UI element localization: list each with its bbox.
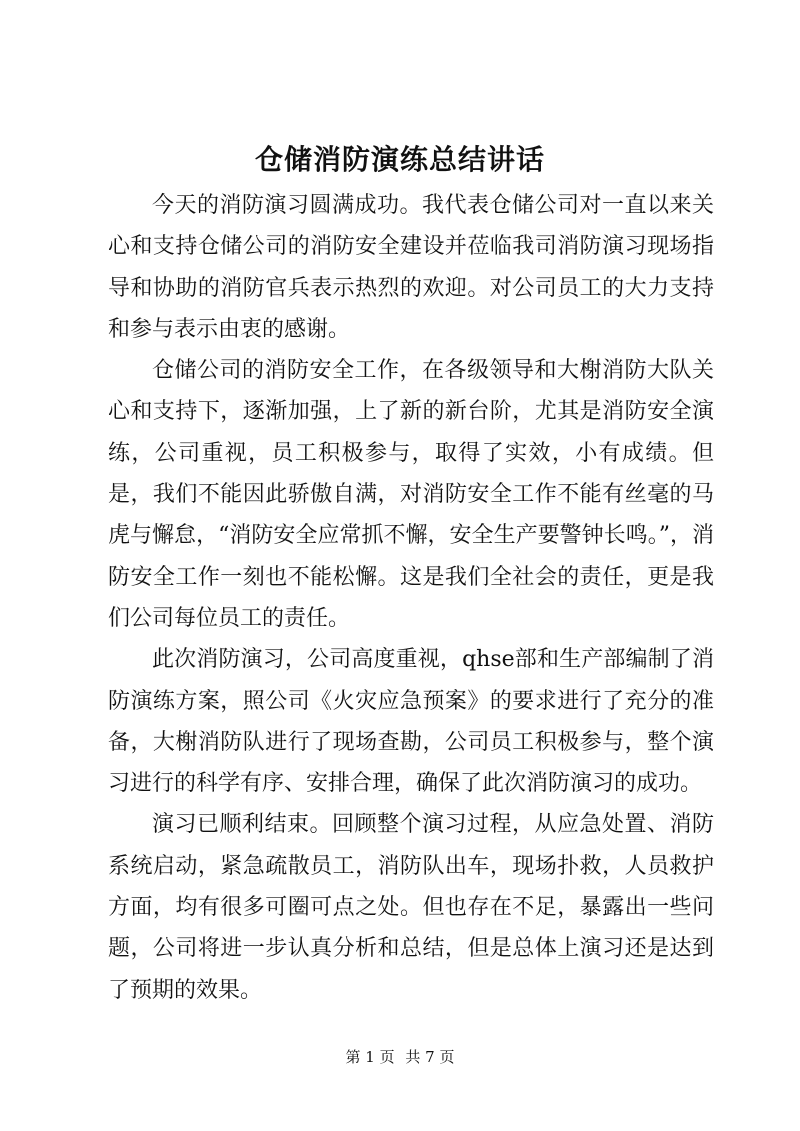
document-body bbox=[108, 185, 714, 1011]
page-total: 共 7 页 bbox=[405, 1048, 455, 1066]
document-title: 仓储消防演练总结讲话 bbox=[254, 143, 545, 176]
paragraph-2: 仓储公司的消防安全工作，在各级领导和大榭消防大队关心和支持下，逐渐加强，上了新的新台阶，尤其是消防安全演练，公司重视，员工积极参与，取得了实效，小有成绩。但是，我们不能因此骄傲自满，对消防安全工作不能有丝毫的马虎与懈怠，“消防安全应常抓不懈，安全生产要警钟长鸣。”，消防安全工作一刻也不能松懈。这是我们全社会的责任，更是我们公司每位员工的责任。 bbox=[108, 358, 714, 631]
page-number: 第 1 页 bbox=[345, 1048, 395, 1066]
paragraph-4: 演习已顺利结束。回顾整个演习过程，从应急处置、消防系统启动，紧急疏散员工，消防队出车，现场扑救，人员救护方面，均有很多可圈可点之处。但也存在不足，暴露出一些问题，公司将进一步认真分析和总结，但是总体上演习还是达到了预期的效果。 bbox=[108, 812, 714, 1003]
paragraph-3: 此次消防演习，公司高度重视，qhse部和生产部编制了消防演练方案，照公司《火灾应急预案》的要求进行了充分的准备，大榭消防队进行了现场查勘，公司员工积极参与，整个演习进行的科学有序、安排合理，确保了此次消防演习的成功。 bbox=[108, 647, 714, 797]
page-footer bbox=[0, 1047, 800, 1067]
paragraph-1: 今天的消防演习圆满成功。我代表仓储公司对一直以来关心和支持仓储公司的消防安全建设并莅临我司消防演习现场指导和协助的消防官兵表示热烈的欢迎。对公司员工的大力支持和参与表示由衷的感谢。 bbox=[108, 193, 714, 342]
